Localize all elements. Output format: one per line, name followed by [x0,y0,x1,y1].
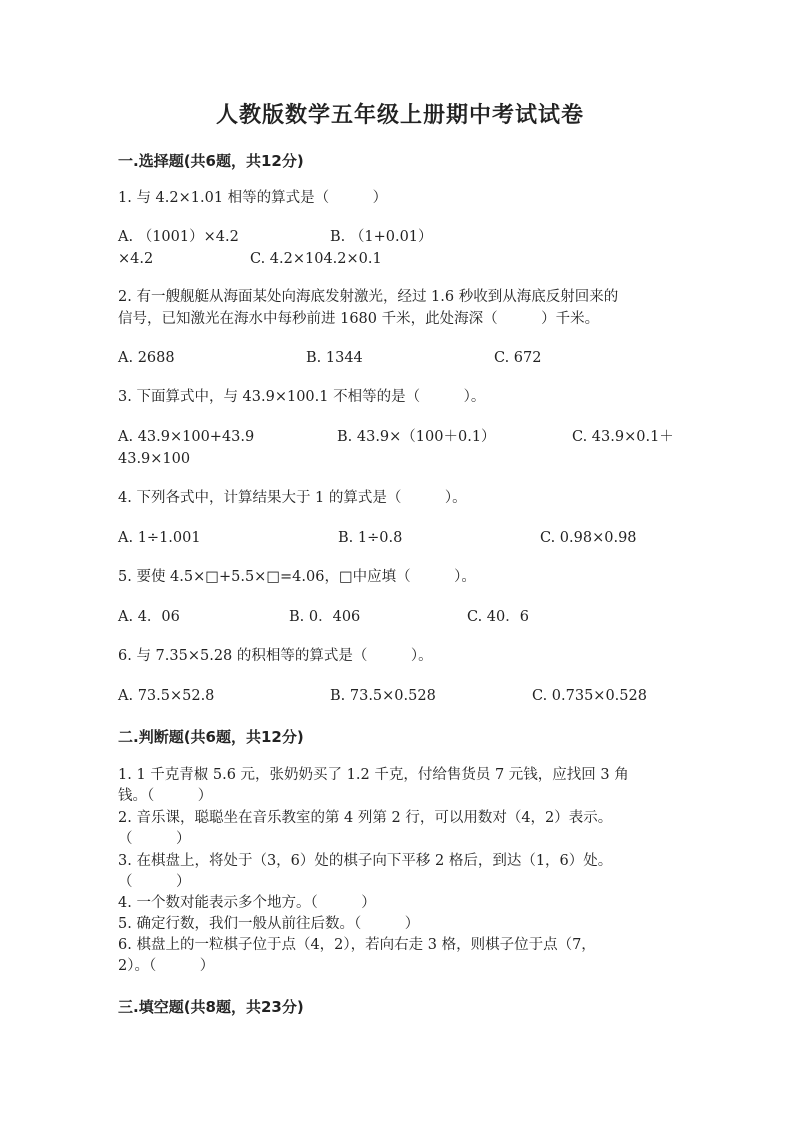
q1-option-a: A. （1001）×4.2 [118,229,239,245]
judge-line: 3. 在棋盘上，将处于（3，6）处的棋子向下平移 2 格后，到达（1，6）处。 [118,853,613,869]
q4-option-a: A. 1÷1.001 [118,530,201,546]
judge-line: 4. 一个数对能表示多个地方。（ ） [118,895,376,911]
q2-stem-line1: 2. 有一艘舰艇从海面某处向海底发射激光，经过 1.6 秒收到从海底反射回来的 [118,289,619,305]
section-heading-choice: 一.选择题(共6题，共12分) [118,152,304,170]
q2-option-a: A. 2688 [118,350,175,366]
q6-stem: 6. 与 7.35×5.28 的积相等的算式是（ ）。 [118,648,433,664]
q3-option-c-cont: 43.9×100 [118,451,191,467]
section-heading-judgement: 二.判断题(共6题，共12分) [118,728,304,746]
q5-option-b: B. 0．406 [289,609,361,625]
judge-line: （ ） [118,831,191,847]
q3-stem: 3. 下面算式中，与 43.9×100.1 不相等的是（ ）。 [118,389,486,405]
q3-option-b: B. 43.9×（100＋0.1） [337,429,496,445]
q1-option-b: B. （1+0.01） [330,229,433,245]
q1-option-c: C. 4.2×104.2×0.1 [250,251,382,267]
judge-line: 钱。（ ） [118,788,213,804]
exam-title: 人教版数学五年级上册期中考试试卷 [215,102,584,128]
q5-option-c: C. 40．6 [467,609,529,625]
q6-option-a: A. 73.5×52.8 [118,688,215,704]
q4-option-c: C. 0.98×0.98 [540,530,637,546]
q3-option-a: A. 43.9×100+43.9 [118,429,255,445]
q1-stem: 1. 与 4.2×1.01 相等的算式是（ ） [118,190,388,206]
q3-option-c: C. 43.9×0.1＋ [572,429,674,445]
q6-option-c: C. 0.735×0.528 [532,688,647,704]
q5-stem: 5. 要使 4.5×□+5.5×□=4.06，□中应填（ ）。 [118,569,476,585]
q2-option-c: C. 672 [494,350,542,366]
judge-line: 5. 确定行数，我们一般从前往后数。（ ） [118,916,420,932]
q6-option-b: B. 73.5×0.528 [330,688,436,704]
q4-stem: 4. 下列各式中，计算结果大于 1 的算式是（ ）。 [118,490,467,506]
judge-line: 2）。（ ） [118,958,215,974]
q2-stem-line2: 信号，已知激光在海水中每秒前进 1680 千米，此处海深（ ）千米。 [118,311,600,327]
section-heading-fill-in: 三.填空题(共8题，共23分) [118,998,304,1016]
q1-option-b-cont: ×4.2 [118,251,154,267]
judge-line: 2. 音乐课，聪聪坐在音乐教室的第 4 列第 2 行，可以用数对（4，2）表示。 [118,810,613,826]
judge-line: 6. 棋盘上的一粒棋子位于点（4，2），若向右走 3 格，则棋子位于点（7， [118,937,596,953]
q4-option-b: B. 1÷0.8 [338,530,403,546]
judge-line: 1. 1 千克青椒 5.6 元，张奶奶买了 1.2 千克，付给售货员 7 元钱，应找回 3 角 [118,767,629,783]
q2-option-b: B. 1344 [306,350,363,366]
judge-line: （ ） [118,874,191,890]
q5-option-a: A. 4．06 [118,609,180,625]
